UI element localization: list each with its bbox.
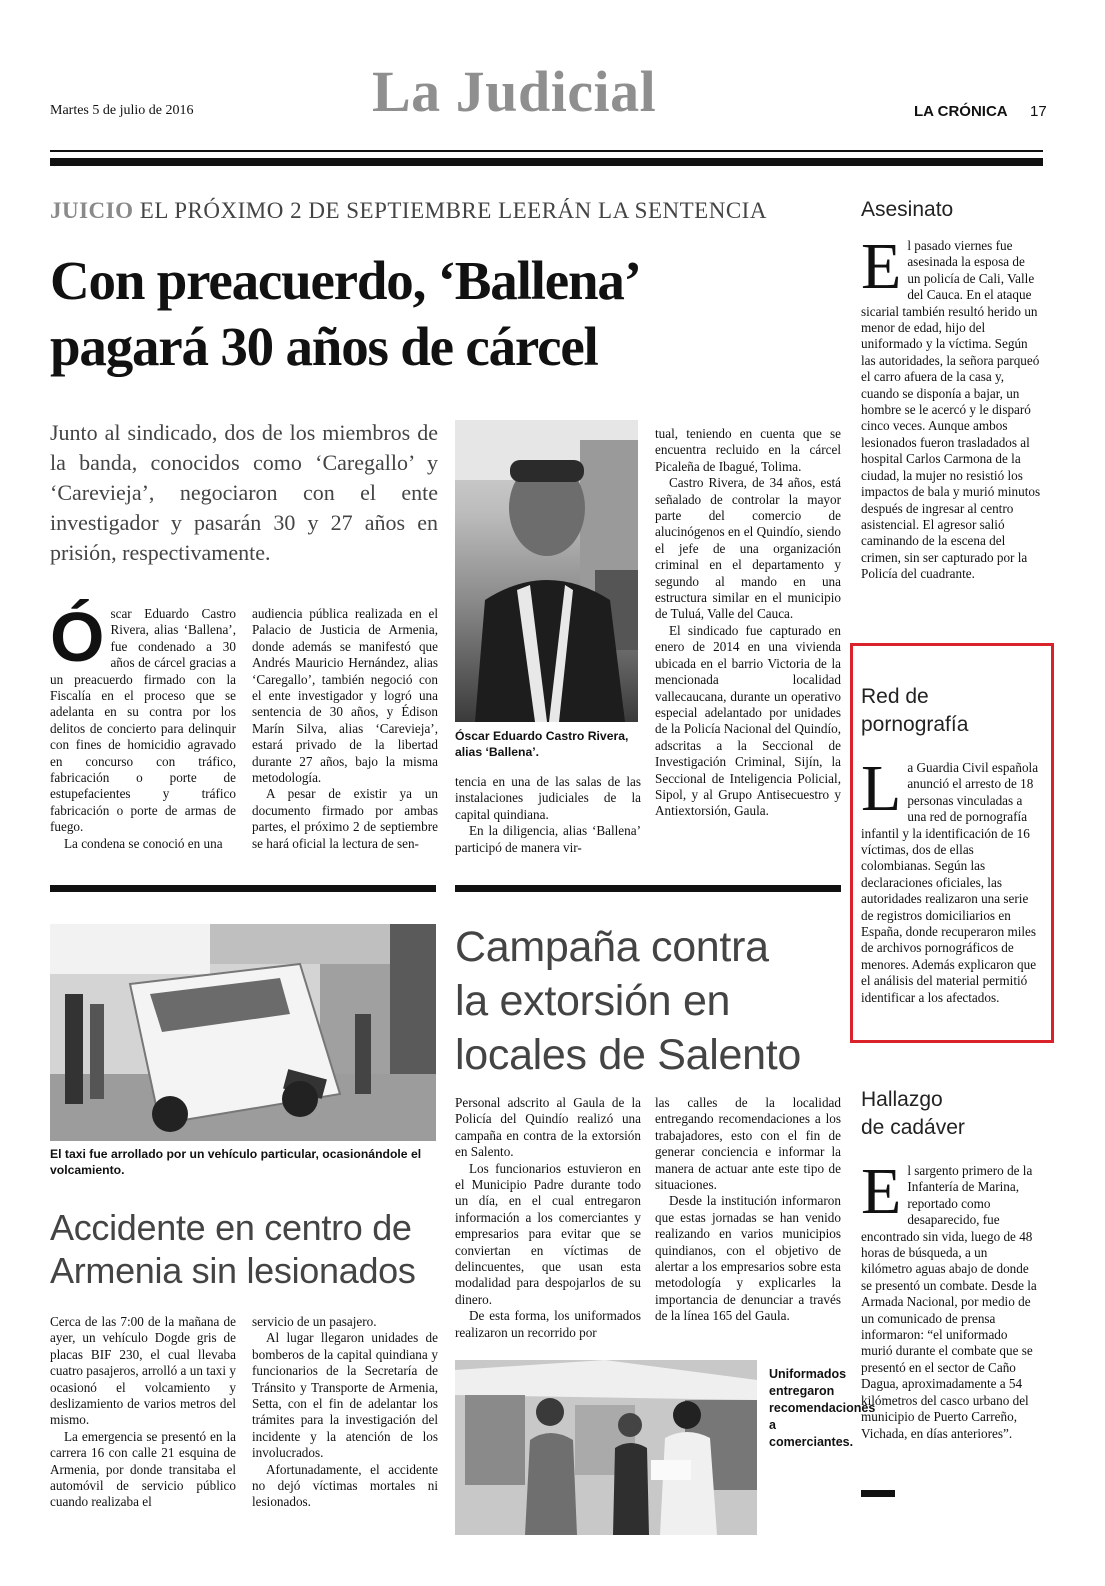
headline-line: Armenia sin lesionados xyxy=(50,1250,416,1291)
campaign-headline xyxy=(455,920,801,1082)
campaign-column-2 xyxy=(655,1095,841,1325)
brief-title-line: Red de xyxy=(861,685,929,708)
paragraph: La emergencia se presentó en la carrera 16 con calle 21 esquina de Armenia, por donde transitaba el automóvil de servicio público cuando realizaba el xyxy=(50,1428,236,1510)
campaign-photo-art xyxy=(455,1360,757,1535)
paragraph: El sindicado fue capturado en enero de 2014 en una vivienda ubicada en el barrio Victoria de la mencionada localidad vallecaucana, durante un operativo especial adelantado por unidades de la Policía Nacional del Quindío, adscritas a la Seccional de Investigación Criminal, Sijín, la Seccional de Inteligencia Policial, Sipol, y al Grupo Antisecuestro y Antiextorsión, Gaula. xyxy=(655,622,841,819)
kicker-label: JUICIO xyxy=(50,198,134,223)
headline-line: la extorsión en xyxy=(455,977,731,1025)
suspect-photo-caption: Óscar Eduardo Castro Rivera, alias ‘Ballena’. xyxy=(455,729,629,759)
kicker xyxy=(50,198,767,224)
campaign-column-1 xyxy=(455,1095,641,1341)
main-column-3 xyxy=(455,774,641,856)
drop-cap: Ó xyxy=(50,598,105,676)
brief-hallazgo xyxy=(861,1155,1041,1442)
section-rule-right xyxy=(455,885,841,892)
paragraph: l sargento primero de la Infantería de Marina, reportado como desaparecido, fue encontrado sin vida, luego de 48 horas de búsqueda, a un kilómetro aguas abajo de donde se presentó un combate. Desde la Armada Nacional, por medio de un comunicado de prensa informaron: “el uniformado murió durante el combate que se presentó en el sector de Caño Dagua, aproximadamente a 54 kilómetros del casco urbano del municipio de Puerto Carreño, Vichada, en días anteriores”. xyxy=(861,1163,1037,1441)
kicker-text: EL PRÓXIMO 2 DE SEPTIEMBRE LEERÁN LA SENTENCIA xyxy=(139,198,767,223)
accident-column-2 xyxy=(252,1314,438,1511)
campaign-photo xyxy=(455,1360,757,1535)
headline-line: locales de Salento xyxy=(455,1031,802,1079)
accident-photo-caption: El taxi fue arrollado por un vehículo particular, ocasionándole el volcamiento. xyxy=(50,1147,422,1177)
campaign-photo-caption: Uniformados entregaron recomendaciones a comerciantes. xyxy=(769,1367,876,1449)
brief-title-red xyxy=(861,683,968,739)
paragraph: A pesar de existir ya un documento firmado por ambas partes, el próximo 2 de septiembre se hará oficial la lectura de sen- xyxy=(252,786,438,851)
paragraph: Castro Rivera, de 34 años, está señalado de controlar la mayor parte del comercio de alucinógenos en el Quindío, siendo el jefe de una organización criminal en el departamento y segundo al mando en una estructura similar en el municipio de Tuluá, Valle del Cauca. xyxy=(655,475,841,622)
paragraph: tencia en una de las salas de las instalaciones judiciales de la capital quindiana. xyxy=(455,774,641,822)
section-rule-left xyxy=(50,885,436,892)
suspect-photo-art xyxy=(455,420,638,722)
headline-line: Con preacuerdo, ‘Ballena’ xyxy=(50,250,641,311)
paragraph: audiencia pública realizada en el Palacio de Justicia de Armenia, donde además se manifestó que Andrés Mauricio Hernández, alias ‘Caregallo’, también negoció con el ente investigador y logró una sentencia de 30 años, y Édison Marín Silva, alias ‘Carevieja’, estará privado de la libertad durante 27 años, bajo la misma metodología. xyxy=(252,606,438,786)
headline-line: pagará 30 años de cárcel xyxy=(50,316,598,377)
main-column-4 xyxy=(655,426,841,820)
accident-column-1 xyxy=(50,1314,236,1511)
brief-title-asesinato: Asesinato xyxy=(861,198,954,221)
newspaper-name: LA CRÓNICA xyxy=(914,103,1008,120)
paragraph: Afortunadamente, el accidente no dejó víctimas mortales ni lesionados. xyxy=(252,1461,438,1510)
brief-title-line: Hallazgo xyxy=(861,1088,943,1111)
paragraph: a Guardia Civil española anunció el arresto de 18 personas vinculadas a una red de pornografía infantil y la identificación de 16 víctimas, dos de ellas colombianas. Según las declaraciones oficiales, las autoridades realizaron una serie de registros domiciliarios en España, donde recuperaron miles de archivos pornográficos de menores. Además explicaron que el análisis del material permitió identificar a los afectados. xyxy=(861,760,1039,1005)
paragraph: l pasado viernes fue asesinada la esposa de un policía de Cali, Valle del Cauca. En el ataque sicarial también resultó herido un menor de edad, hijo del uniformado y la víctima. Según las autoridades, la señora parqueó el carro afuera de la casa y, cuando se disponía a bajar, un hombre se le acercó y le disparó cinco veces. Aunque ambos lesionados fueron trasladados al hospital Carlos Carmona de la ciudad, la mujer no resistió los impactos de bala y murió minutos después de ingresar al centro asistencial. El agresor salió caminando de la escena del crimen, sin ser capturado por la Policía del cuadrante. xyxy=(861,238,1041,582)
main-column-1 xyxy=(50,598,236,852)
paragraph: En la diligencia, alias ‘Ballena’ participó de manera vir- xyxy=(455,823,641,855)
headline-line: Campaña contra xyxy=(455,923,769,971)
page-number: 17 xyxy=(1030,103,1047,120)
main-column-2 xyxy=(252,606,438,852)
section-title: La Judicial xyxy=(372,59,657,124)
paragraph: Cerca de las 7:00 de la mañana de ayer, un vehículo Dogde gris de placas BIF 230, el cual llevaba cuatro pasajeros, arrolló a un taxi y ocasionó el volcamiento y deslizamiento de varios metros del mismo. xyxy=(50,1314,236,1428)
brief-end-rule xyxy=(861,1490,895,1497)
drop-cap: L xyxy=(861,752,902,825)
paragraph: scar Eduardo Castro Rivera, alias ‘Ballena’, fue condenado a 30 años de cárcel gracias a un preacuerdo firmado con la Fiscalía en el proceso que se adelanta en su contra por los delitos de concierto para delinquir con fines de homicidio agravado en concurso con tráfico, fabricación o porte de estupefacientes y tráfico fabricación o porte de armas de fuego. xyxy=(50,606,236,835)
accident-photo xyxy=(50,924,436,1141)
paragraph: Al lugar llegaron unidades de bomberos de la capital quindiana y funcionarios de la Secretaría de Tránsito y Transporte de Armenia, Setta, con el fin de adelantar los trámites para la investigación del incidente y la atención de los involucrados. xyxy=(252,1330,438,1461)
paragraph: servicio de un pasajero. xyxy=(252,1314,377,1329)
paragraph: La condena se conoció en una xyxy=(64,835,223,851)
brief-red xyxy=(861,752,1041,1006)
paragraph: Personal adscrito al Gaula de la Policía del Quindío realizó una campaña en contra de la extorsión en Salento. xyxy=(455,1095,641,1160)
suspect-photo xyxy=(455,420,638,722)
headline-line: Accidente en centro de xyxy=(50,1207,412,1248)
paragraph: Desde la institución informaron que estas jornadas se han venido realizando en varios municipios quindianos, con el objetivo de alertar a los empresarios sobre esta metodología y explicarles la importancia de denunciar a través de la línea 165 del Gaula. xyxy=(655,1193,841,1324)
drop-cap: E xyxy=(861,230,902,303)
paragraph: Los funcionarios estuvieron en el Municipio Padre durante todo un día, en el cual entregaron información a los comerciantes y empresarios para evitar que se conviertan en víctimas de delincuentes, que usan esta modalidad para despojarlos de su dinero. xyxy=(455,1160,641,1307)
brief-asesinato xyxy=(861,230,1041,583)
paragraph: De esta forma, los uniformados realizaron un recorrido por xyxy=(455,1308,641,1340)
paragraph: tual, teniendo en cuenta que se encuentra recluido en la cárcel Picaleña de Ibagué, Tolima. xyxy=(655,426,841,474)
accident-headline xyxy=(50,1206,416,1292)
main-headline xyxy=(50,248,641,380)
lead-paragraph: Junto al sindicado, dos de los miembros de la banda, conocidos como ‘Caregallo’ y ‘Carevieja’, negociaron con el ente investigador y pasarán 30 y 27 años en prisión, respectivamente. xyxy=(50,420,438,565)
brief-title-hallazgo xyxy=(861,1086,965,1142)
issue-date: Martes 5 de julio de 2016 xyxy=(50,103,194,118)
paragraph: las calles de la localidad entregando recomendaciones a los trabajadores, esto con el fin de generar conciencia e informar la manera de actuar ante este tipo de situaciones. xyxy=(655,1095,841,1193)
header-rule-thin xyxy=(50,150,1043,152)
brief-title-line: pornografía xyxy=(861,713,969,736)
header-rule-thick xyxy=(50,158,1043,166)
accident-photo-art xyxy=(50,924,436,1141)
brief-title-line: de cadáver xyxy=(861,1116,965,1139)
drop-cap: E xyxy=(861,1155,902,1228)
